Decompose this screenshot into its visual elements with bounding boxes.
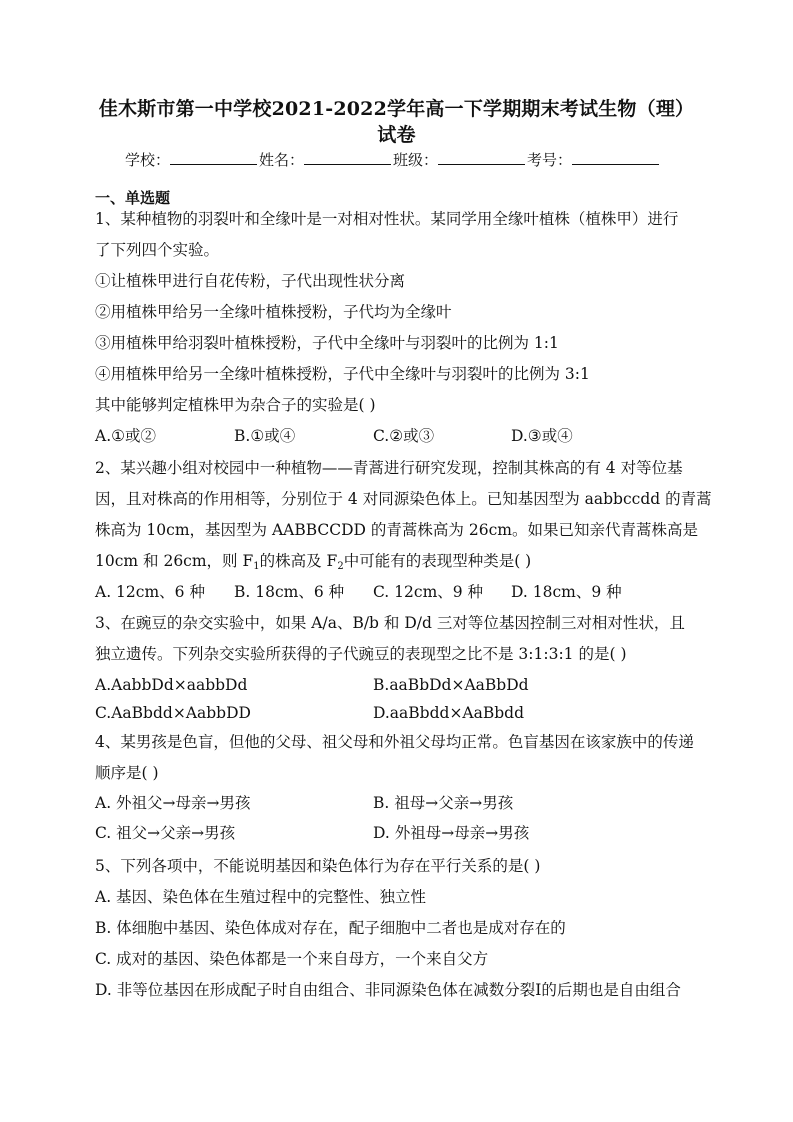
name-label: 姓名： xyxy=(259,151,305,169)
q4-option-d: D. 外祖母→母亲→男孩 xyxy=(373,824,530,842)
school-label: 学校： xyxy=(125,151,171,169)
school-field[interactable] xyxy=(170,150,257,165)
q2-line4-part2: 的株高及 F xyxy=(259,552,338,570)
q2-option-d: D. 18cm、9 种 xyxy=(511,583,622,601)
q3-option-d: D.aaBbdd×AaBbdd xyxy=(373,704,525,722)
q4-line2: 顺序是( ) xyxy=(95,764,159,782)
q3-line2: 独立遗传。下列杂交实验所获得的子代豌豆的表现型之比不是 3:1:3:1 的是( ) xyxy=(95,645,627,663)
q1-line2: 了下列四个实验。 xyxy=(95,241,220,259)
class-label: 班级： xyxy=(393,151,439,169)
q1-option-b: B.①或④ xyxy=(234,427,296,445)
q5-option-c: C. 成对的基因、染色体都是一个来自母方，一个来自父方 xyxy=(95,950,489,968)
exam-no-label: 考号： xyxy=(527,151,573,169)
q2-line2: 因，且对株高的作用相等，分别位于 4 对同源染色体上。已知基因型为 aabbccdd 的青蒿 xyxy=(95,490,712,508)
q4-option-b: B. 祖母→父亲→男孩 xyxy=(373,794,514,812)
q1-line6: ④用植株甲给另一全缘叶植株授粉，子代中全缘叶与羽裂叶的比例为 3:1 xyxy=(95,365,590,383)
q2-option-a: A. 12cm、6 种 xyxy=(95,583,205,601)
q2-line3: 株高为 10cm，基因型为 AABBCCDD 的青蒿株高为 26cm。如果已知亲代青蒿株高是 xyxy=(95,521,698,539)
q3-line1: 3、在豌豆的杂交实验中，如果 A/a、B/b 和 D/d 三对等位基因控制三对相对性状，且 xyxy=(95,614,685,632)
class-field[interactable] xyxy=(438,150,525,165)
q3-option-a: A.AabbDd×aabbDd xyxy=(95,676,248,694)
q5-line1: 5、下列各项中，不能说明基因和染色体行为存在平行关系的是( ) xyxy=(95,857,541,875)
q1-option-a: A.①或② xyxy=(95,427,157,445)
q1-line3: ①让植株甲进行自花传粉，子代出现性状分离 xyxy=(95,272,406,290)
q2-f1-subscript: 1 xyxy=(253,561,260,572)
q5-option-d: D. 非等位基因在形成配子时自由组合、非同源染色体在减数分裂Ⅰ的后期也是自由组合 xyxy=(95,981,681,999)
q1-option-c: C.②或③ xyxy=(373,427,435,445)
q2-line1: 2、某兴趣小组对校园中一种植物——青蒿进行研究发现，控制其株高的有 4 对等位基 xyxy=(95,459,683,477)
q2-line4-part1: 10cm 和 26cm，则 F xyxy=(95,552,254,570)
q1-line1: 1、某种植物的羽裂叶和全缘叶是一对相对性状。某同学用全缘叶植株（植株甲）进行 xyxy=(95,210,679,228)
student-info-row xyxy=(125,150,661,170)
q4-option-c: C. 祖父→父亲→男孩 xyxy=(95,824,236,842)
q1-line5: ③用植株甲给羽裂叶植株授粉，子代中全缘叶与羽裂叶的比例为 1:1 xyxy=(95,334,559,352)
q2-option-b: B. 18cm、6 种 xyxy=(234,583,345,601)
exam-title-line2: 试卷 xyxy=(377,124,416,146)
q3-option-c: C.AaBbdd×AabbDD xyxy=(95,704,251,722)
q5-option-b: B. 体细胞中基因、染色体成对存在，配子细胞中二者也是成对存在的 xyxy=(95,919,566,937)
q5-option-a: A. 基因、染色体在生殖过程中的完整性、独立性 xyxy=(95,888,427,906)
q2-line4 xyxy=(95,551,531,577)
exam-title-line1: 佳木斯市第一中学校2021-2022学年高一下学期期末考试生物（理） xyxy=(98,98,695,120)
name-field[interactable] xyxy=(304,150,391,165)
q1-line4: ②用植株甲给另一全缘叶植株授粉，子代均为全缘叶 xyxy=(95,303,452,321)
q2-line4-part3: 中可能有的表现型种类是( ) xyxy=(343,552,532,570)
q3-option-b: B.aaBbDd×AaBbDd xyxy=(373,676,529,694)
q1-option-d: D.③或④ xyxy=(511,427,573,445)
q4-option-a: A. 外祖父→母亲→男孩 xyxy=(95,794,251,812)
section-title: 一、单选题 xyxy=(95,189,171,207)
q2-f2-subscript: 2 xyxy=(337,561,344,572)
q2-option-c: C. 12cm、9 种 xyxy=(373,583,484,601)
q4-line1: 4、某男孩是色盲，但他的父母、祖父母和外祖父母均正常。色盲基因在该家族中的传递 xyxy=(95,733,694,751)
q1-line7: 其中能够判定植株甲为杂合子的实验是( ) xyxy=(95,396,376,414)
exam-no-field[interactable] xyxy=(572,150,659,165)
